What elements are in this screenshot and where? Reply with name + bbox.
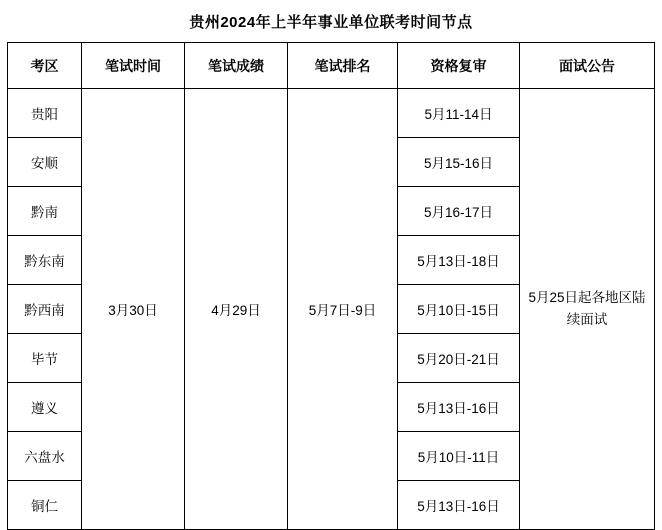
page-title-text: 贵州2024年上半年事业单位联考时间节点 — [189, 13, 473, 31]
cell-interview-notice: 5月25日起各地区陆续面试 — [520, 89, 655, 530]
cell-review: 5月15-16日 — [398, 138, 520, 187]
cell-region: 黔南 — [8, 187, 82, 236]
cell-region: 黔西南 — [8, 285, 82, 334]
column-header-written-time: 笔试时间 — [82, 43, 185, 89]
column-header-interview: 面试公告 — [520, 43, 655, 89]
column-header-region: 考区 — [8, 43, 82, 89]
schedule-table — [7, 42, 655, 530]
cell-region: 六盘水 — [8, 432, 82, 481]
page-title — [0, 0, 662, 42]
table-header-row — [8, 43, 655, 89]
cell-review: 5月10日-11日 — [398, 432, 520, 481]
cell-review: 5月20日-21日 — [398, 334, 520, 383]
cell-region: 毕节 — [8, 334, 82, 383]
cell-region: 贵阳 — [8, 89, 82, 138]
cell-review: 5月13日-16日 — [398, 383, 520, 432]
column-header-written-rank: 笔试排名 — [288, 43, 398, 89]
column-header-written-score: 笔试成绩 — [185, 43, 288, 89]
table-row — [8, 89, 655, 138]
cell-review: 5月13日-18日 — [398, 236, 520, 285]
cell-review: 5月11-14日 — [398, 89, 520, 138]
cell-written-score: 4月29日 — [185, 89, 288, 530]
cell-region: 遵义 — [8, 383, 82, 432]
column-header-review: 资格复审 — [398, 43, 520, 89]
cell-review: 5月10日-15日 — [398, 285, 520, 334]
cell-written-time: 3月30日 — [82, 89, 185, 530]
cell-review: 5月13日-16日 — [398, 481, 520, 530]
cell-written-rank: 5月7日-9日 — [288, 89, 398, 530]
cell-region: 铜仁 — [8, 481, 82, 530]
cell-region: 安顺 — [8, 138, 82, 187]
cell-region: 黔东南 — [8, 236, 82, 285]
cell-review: 5月16-17日 — [398, 187, 520, 236]
